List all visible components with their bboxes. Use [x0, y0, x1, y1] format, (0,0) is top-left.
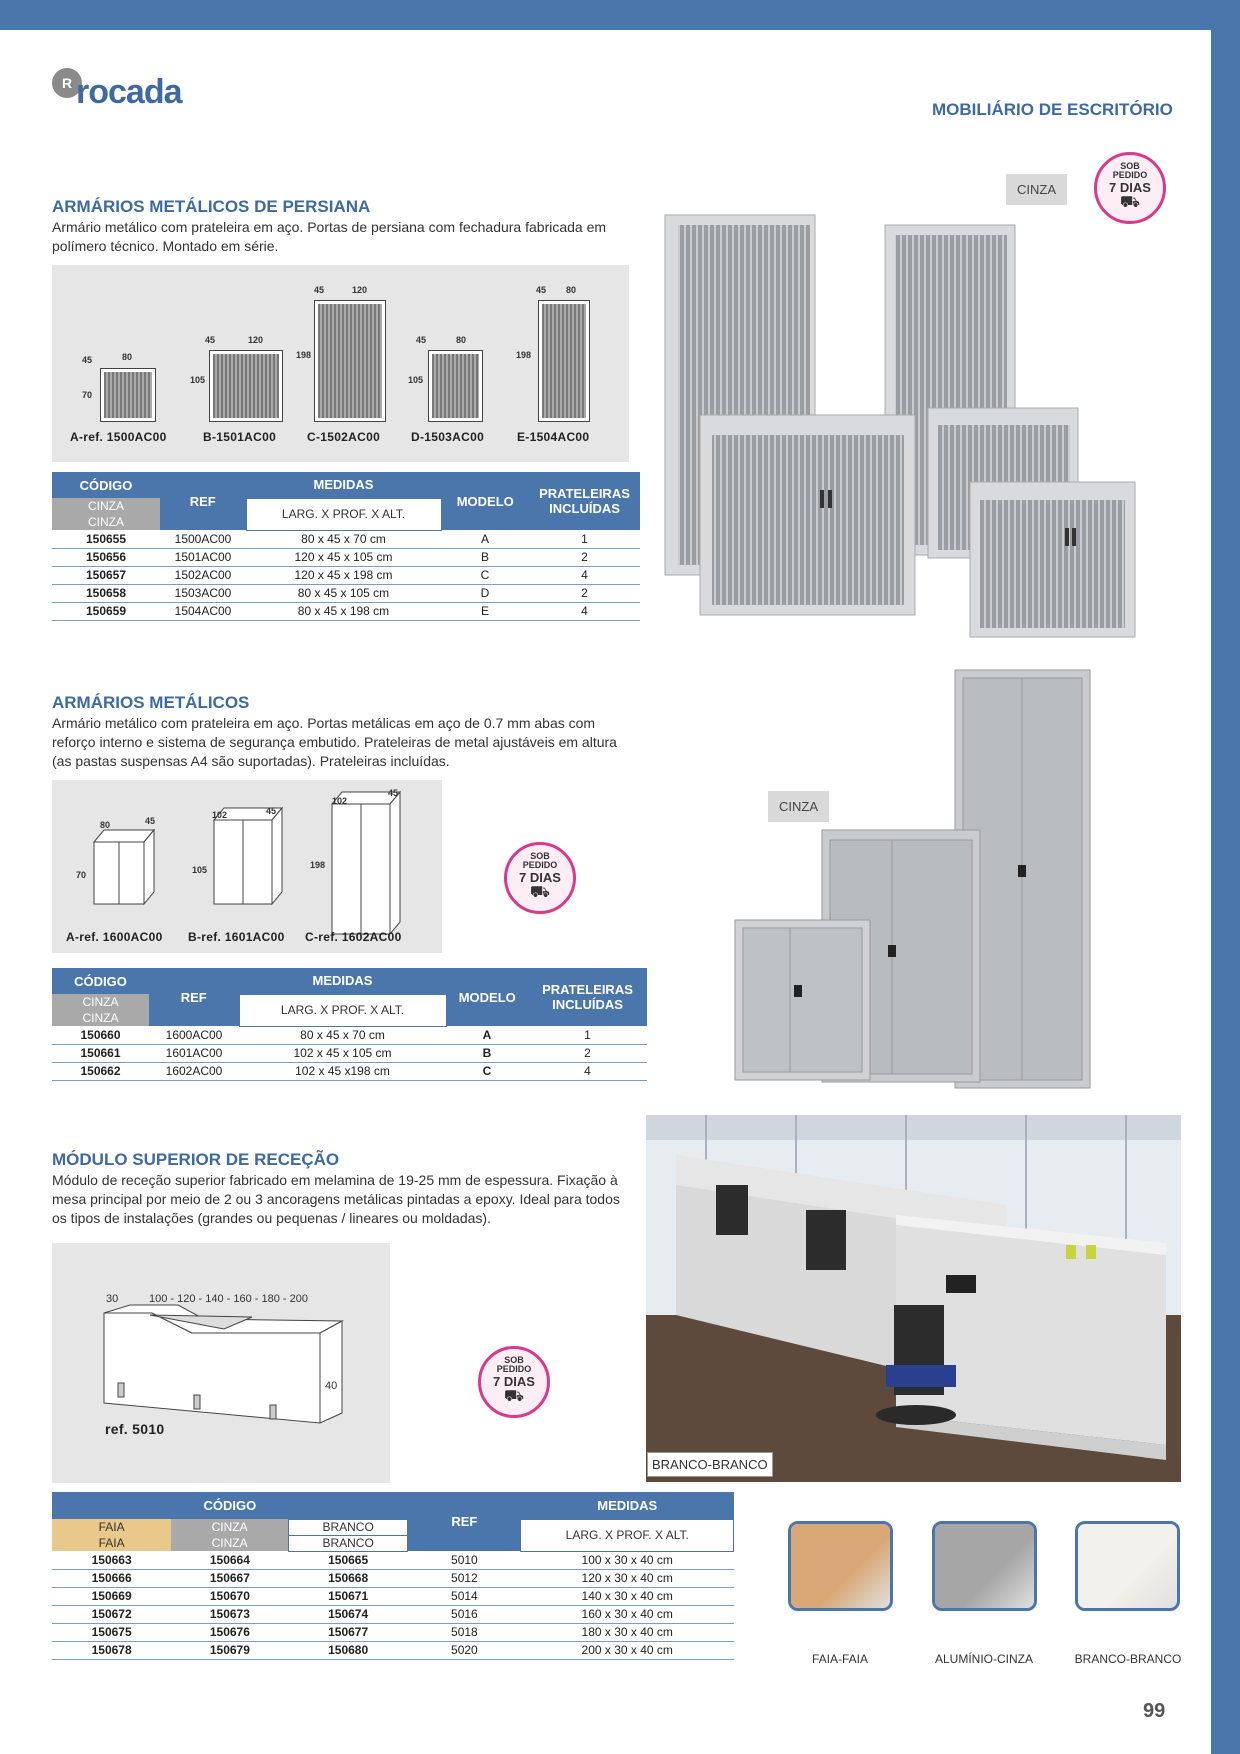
cell-ref: 1503AC00 [160, 584, 246, 602]
reception-office-illustration [646, 1115, 1181, 1482]
header-prateleiras-line1: PRATELEIRAS [539, 486, 630, 501]
cell-ref: 5014 [408, 1587, 521, 1605]
cell-medidas: 120 x 30 x 40 cm [521, 1569, 734, 1587]
cell-medidas: 100 x 30 x 40 cm [521, 1551, 734, 1569]
table-row [52, 1044, 647, 1062]
reception-module-drawing [52, 1243, 390, 1483]
cell-codigo: 150658 [52, 584, 160, 602]
cell-medidas: 80 x 45 x 105 cm [246, 584, 441, 602]
cell-faia: 150678 [52, 1641, 171, 1659]
section3-description [52, 1171, 620, 1228]
header-dimensions: LARG. X PROF. X ALT. [239, 994, 446, 1026]
dim-label: 40 [325, 1380, 338, 1392]
color-tag: CINZA [768, 791, 829, 822]
truck-icon: ⛟ [503, 1388, 525, 1405]
dim-label: 198 [296, 350, 312, 360]
dim-label: 105 [408, 375, 424, 385]
swatch-faia [788, 1521, 893, 1611]
badge-line3: 7 DIAS [519, 870, 561, 885]
truck-icon: ⛟ [529, 884, 551, 901]
cell-cinza: 150670 [171, 1587, 288, 1605]
cell-cinza: 150676 [171, 1623, 288, 1641]
desc-line: Módulo de receção superior fabricado em melamina de 19-25 mm de espessura. Fixação à [52, 1172, 618, 1188]
table-row [52, 1551, 734, 1569]
section2-product-photo [730, 665, 1110, 1090]
cell-codigo: 150659 [52, 602, 160, 620]
section-heading: MOBILIÁRIO DE ESCRITÓRIO [932, 100, 1173, 119]
header-medidas: MEDIDAS [239, 968, 446, 994]
header-codigo: CÓDIGO [52, 472, 160, 498]
table-row [52, 1026, 647, 1044]
table-row [52, 584, 640, 602]
table-row [52, 1062, 647, 1080]
section2-table [52, 968, 647, 1081]
table-row [52, 1623, 734, 1641]
right-brand-bar [1211, 0, 1240, 1754]
diagram-ref-label: D-1503AC00 [411, 430, 485, 444]
table-row [52, 530, 640, 548]
dim-label: 80 [122, 352, 133, 362]
cell-codigo: 150661 [52, 1044, 149, 1062]
section1-title: ARMÁRIOS METÁLICOS DE PERSIANA [52, 197, 371, 216]
cell-prateleiras: 2 [528, 1044, 647, 1062]
cell-modelo: C [441, 566, 529, 584]
cell-cinza: 150664 [171, 1551, 288, 1569]
cell-medidas: 80 x 45 x 70 cm [246, 530, 441, 548]
color-tag: CINZA [1006, 174, 1067, 205]
cell-prateleiras: 4 [529, 566, 640, 584]
cell-medidas: 102 x 45 x198 cm [239, 1062, 446, 1080]
header-codigo: CÓDIGO [52, 1492, 408, 1519]
cell-ref: 1502AC00 [160, 566, 246, 584]
desc-line: Armário metálico com prateleira em aço. Portas de persiana com fechadura fabricada em [52, 219, 607, 235]
cell-ref: 1600AC00 [149, 1026, 239, 1044]
swatch-label: ALUMÍNIO-CINZA [934, 1652, 1033, 1666]
cell-branco: 150665 [289, 1551, 408, 1569]
diagram-ref-label: C-1502AC00 [307, 430, 381, 444]
badge-line2: PEDIDO [1112, 170, 1148, 180]
cell-medidas: 120 x 45 x 198 cm [246, 566, 441, 584]
dim-label: 80 [456, 335, 467, 345]
badge-line2: PEDIDO [496, 1364, 532, 1374]
header-cinza: CINZA [171, 1535, 288, 1551]
section1-description [52, 218, 606, 256]
cell-modelo: A [446, 1026, 528, 1044]
section3-diagram [52, 1243, 390, 1483]
cell-branco: 150671 [289, 1587, 408, 1605]
header-cinza: CINZA [52, 1010, 149, 1026]
section3-product-photo [646, 1115, 1181, 1482]
metal-cabinets-illustration [730, 665, 1110, 1090]
cell-ref: 5010 [408, 1551, 521, 1569]
header-cinza: CINZA [52, 994, 149, 1010]
cabinet-drawing [314, 300, 386, 422]
cell-medidas: 120 x 45 x 105 cm [246, 548, 441, 566]
page-number: 99 [1143, 1700, 1166, 1722]
cell-prateleiras: 1 [528, 1026, 647, 1044]
truck-icon: ⛟ [1119, 194, 1141, 211]
header-codigo: CÓDIGO [52, 968, 149, 994]
badge-line1: SOB [504, 1355, 524, 1365]
cell-medidas: 102 x 45 x 105 cm [239, 1044, 446, 1062]
cell-branco: 150674 [289, 1605, 408, 1623]
dim-label: 30 [106, 1293, 119, 1305]
cabinet-line-drawings [52, 780, 442, 953]
header-modelo: MODELO [446, 968, 528, 1026]
cell-medidas: 140 x 30 x 40 cm [521, 1587, 734, 1605]
swatch-label: BRANCO-BRANCO [1074, 1652, 1182, 1666]
cell-branco: 150677 [289, 1623, 408, 1641]
header-dimensions: LARG. X PROF. X ALT. [521, 1519, 734, 1551]
cabinet-drawing [428, 350, 483, 422]
cell-prateleiras: 4 [528, 1062, 647, 1080]
cell-modelo: A [441, 530, 529, 548]
desc-line: os tipos de instalações (grandes ou pequenas / lineares ou moldadas). [52, 1210, 491, 1226]
table-row [52, 1605, 734, 1623]
dim-label: 102 [332, 796, 348, 806]
cabinet-drawing [209, 350, 283, 422]
cell-faia: 150672 [52, 1605, 171, 1623]
header-branco: BRANCO [289, 1519, 408, 1535]
cell-faia: 150663 [52, 1551, 171, 1569]
header-dimensions: LARG. X PROF. X ALT. [246, 498, 441, 530]
diagram-ref-label: B-1501AC00 [203, 430, 277, 444]
header-branco: BRANCO [289, 1535, 408, 1551]
dim-label: 45 [266, 806, 277, 816]
cabinet-drawing [100, 368, 156, 422]
swatch-aluminio [932, 1521, 1037, 1611]
desc-line: Armário metálico com prateleira em aço. Portas metálicas em aço de 0.7 mm abas com [52, 715, 596, 731]
dim-label: 120 [352, 285, 368, 295]
desc-line: (as pastas suspensas A4 são suportadas). Prateleiras incluídas. [52, 753, 450, 769]
desc-line: reforço interno e sistema de segurança embutido. Prateleiras de metal ajustáveis em altura [52, 734, 617, 750]
section2-diagram [52, 780, 442, 953]
cell-prateleiras: 1 [529, 530, 640, 548]
cell-codigo: 150662 [52, 1062, 149, 1080]
cell-faia: 150675 [52, 1623, 171, 1641]
dim-label: 102 [212, 810, 228, 820]
dim-label: 100 - 120 - 140 - 160 - 180 - 200 [149, 1293, 308, 1305]
cell-ref: 1500AC00 [160, 530, 246, 548]
cell-faia: 150669 [52, 1587, 171, 1605]
dim-label: 105 [190, 375, 206, 385]
cell-medidas: 80 x 45 x 198 cm [246, 602, 441, 620]
swatch-aluminio-fill [935, 1524, 1034, 1608]
table-row [52, 1641, 734, 1659]
header-medidas: MEDIDAS [246, 472, 441, 498]
rocada-logo [52, 68, 182, 112]
delivery-badge [1094, 152, 1166, 224]
section3-title: MÓDULO SUPERIOR DE RECEÇÃO [52, 1150, 340, 1169]
header-faia: FAIA [52, 1535, 171, 1551]
dim-label: 45 [314, 285, 325, 295]
cell-prateleiras: 2 [529, 584, 640, 602]
cell-ref: 1504AC00 [160, 602, 246, 620]
header-prateleiras-line2: INCLUÍDAS [552, 997, 623, 1012]
cell-ref: 5018 [408, 1623, 521, 1641]
cell-ref: 5020 [408, 1641, 521, 1659]
header-prateleiras-line1: PRATELEIRAS [542, 982, 633, 997]
diagram-ref-label: A-ref. 1600AC00 [66, 930, 163, 944]
dim-label: 45 [82, 355, 93, 365]
dim-label: 70 [82, 390, 93, 400]
section2-title: ARMÁRIOS METÁLICOS [52, 693, 250, 712]
cell-branco: 150668 [289, 1569, 408, 1587]
header-cinza: CINZA [52, 514, 160, 530]
desc-line: mesa principal por meio de 2 ou 3 ancoragens metálicas pintadas a epoxy. Ideal para todos [52, 1191, 620, 1207]
cell-modelo: E [441, 602, 529, 620]
header-prateleiras [528, 968, 647, 1026]
cell-codigo: 150660 [52, 1026, 149, 1044]
header-cinza: CINZA [52, 498, 160, 514]
table-row [52, 1587, 734, 1605]
section1-product-photo [660, 210, 1140, 650]
cell-codigo: 150655 [52, 530, 160, 548]
table-row [52, 1569, 734, 1587]
cell-medidas: 160 x 30 x 40 cm [521, 1605, 734, 1623]
delivery-badge [478, 1346, 550, 1418]
cabinet-drawing [538, 300, 590, 422]
cell-medidas: 200 x 30 x 40 cm [521, 1641, 734, 1659]
cell-medidas: 80 x 45 x 70 cm [239, 1026, 446, 1044]
swatch-branco [1075, 1521, 1180, 1611]
cell-ref: 5012 [408, 1569, 521, 1587]
cell-branco: 150680 [289, 1641, 408, 1659]
diagram-ref-label: C-ref. 1602AC00 [305, 930, 402, 944]
cell-modelo: C [446, 1062, 528, 1080]
section1-table [52, 472, 640, 621]
cell-codigo: 150657 [52, 566, 160, 584]
logo-text: rocada [76, 73, 182, 111]
dim-label: 45 [205, 335, 216, 345]
cell-cinza: 150673 [171, 1605, 288, 1623]
diagram-ref-label: A-ref. 1500AC00 [70, 430, 167, 444]
dim-label: 105 [192, 865, 208, 875]
table-row [52, 602, 640, 620]
desc-line: polímero técnico. Montado em série. [52, 238, 279, 254]
dim-label: 45 [388, 788, 399, 798]
logo-mark-icon: R [52, 68, 82, 98]
dim-label: 198 [516, 350, 532, 360]
header-ref: REF [160, 472, 246, 530]
header-ref: REF [149, 968, 239, 1026]
cell-codigo: 150656 [52, 548, 160, 566]
dim-label: 45 [536, 285, 547, 295]
dim-label: 45 [145, 816, 156, 826]
section1-diagram [52, 265, 629, 462]
cell-ref: 1501AC00 [160, 548, 246, 566]
dim-label: 198 [310, 860, 326, 870]
header-cinza: CINZA [171, 1519, 288, 1535]
header-modelo: MODELO [441, 472, 529, 530]
diagram-ref-label: B-ref. 1601AC00 [188, 930, 285, 944]
badge-line2: PEDIDO [522, 860, 558, 870]
diagram-ref-label: ref. 5010 [105, 1421, 165, 1437]
cell-cinza: 150679 [171, 1641, 288, 1659]
header-prateleiras [529, 472, 640, 530]
header-ref: REF [408, 1492, 521, 1551]
table-row [52, 548, 640, 566]
dim-label: 80 [100, 820, 111, 830]
cell-modelo: D [441, 584, 529, 602]
cell-ref: 5016 [408, 1605, 521, 1623]
header-medidas: MEDIDAS [521, 1492, 734, 1519]
delivery-badge [504, 842, 576, 914]
color-tag: BRANCO-BRANCO [647, 1452, 773, 1477]
dim-label: 70 [76, 870, 87, 880]
cell-prateleiras: 2 [529, 548, 640, 566]
cell-cinza: 150667 [171, 1569, 288, 1587]
header-prateleiras-line2: INCLUÍDAS [549, 501, 620, 516]
table-row [52, 566, 640, 584]
swatch-branco-fill [1078, 1524, 1177, 1608]
badge-line3: 7 DIAS [493, 1374, 535, 1389]
cell-prateleiras: 4 [529, 602, 640, 620]
dim-label: 80 [566, 285, 577, 295]
badge-line1: SOB [530, 851, 550, 861]
swatch-label: FAIA-FAIA [811, 1652, 868, 1666]
cell-ref: 1601AC00 [149, 1044, 239, 1062]
badge-line1: SOB [1120, 161, 1140, 171]
swatch-faia-fill [791, 1524, 890, 1608]
cell-faia: 150666 [52, 1569, 171, 1587]
header-faia: FAIA [52, 1519, 171, 1535]
tambour-cabinets-illustration [660, 210, 1140, 650]
cell-medidas: 180 x 30 x 40 cm [521, 1623, 734, 1641]
cell-modelo: B [446, 1044, 528, 1062]
diagram-ref-label: E-1504AC00 [517, 430, 590, 444]
section3-table [52, 1492, 734, 1660]
dim-label: 120 [248, 335, 264, 345]
cell-modelo: B [441, 548, 529, 566]
section2-description [52, 714, 617, 771]
badge-line3: 7 DIAS [1109, 180, 1151, 195]
top-brand-bar [0, 0, 1240, 30]
cell-ref: 1602AC00 [149, 1062, 239, 1080]
dim-label: 45 [416, 335, 427, 345]
